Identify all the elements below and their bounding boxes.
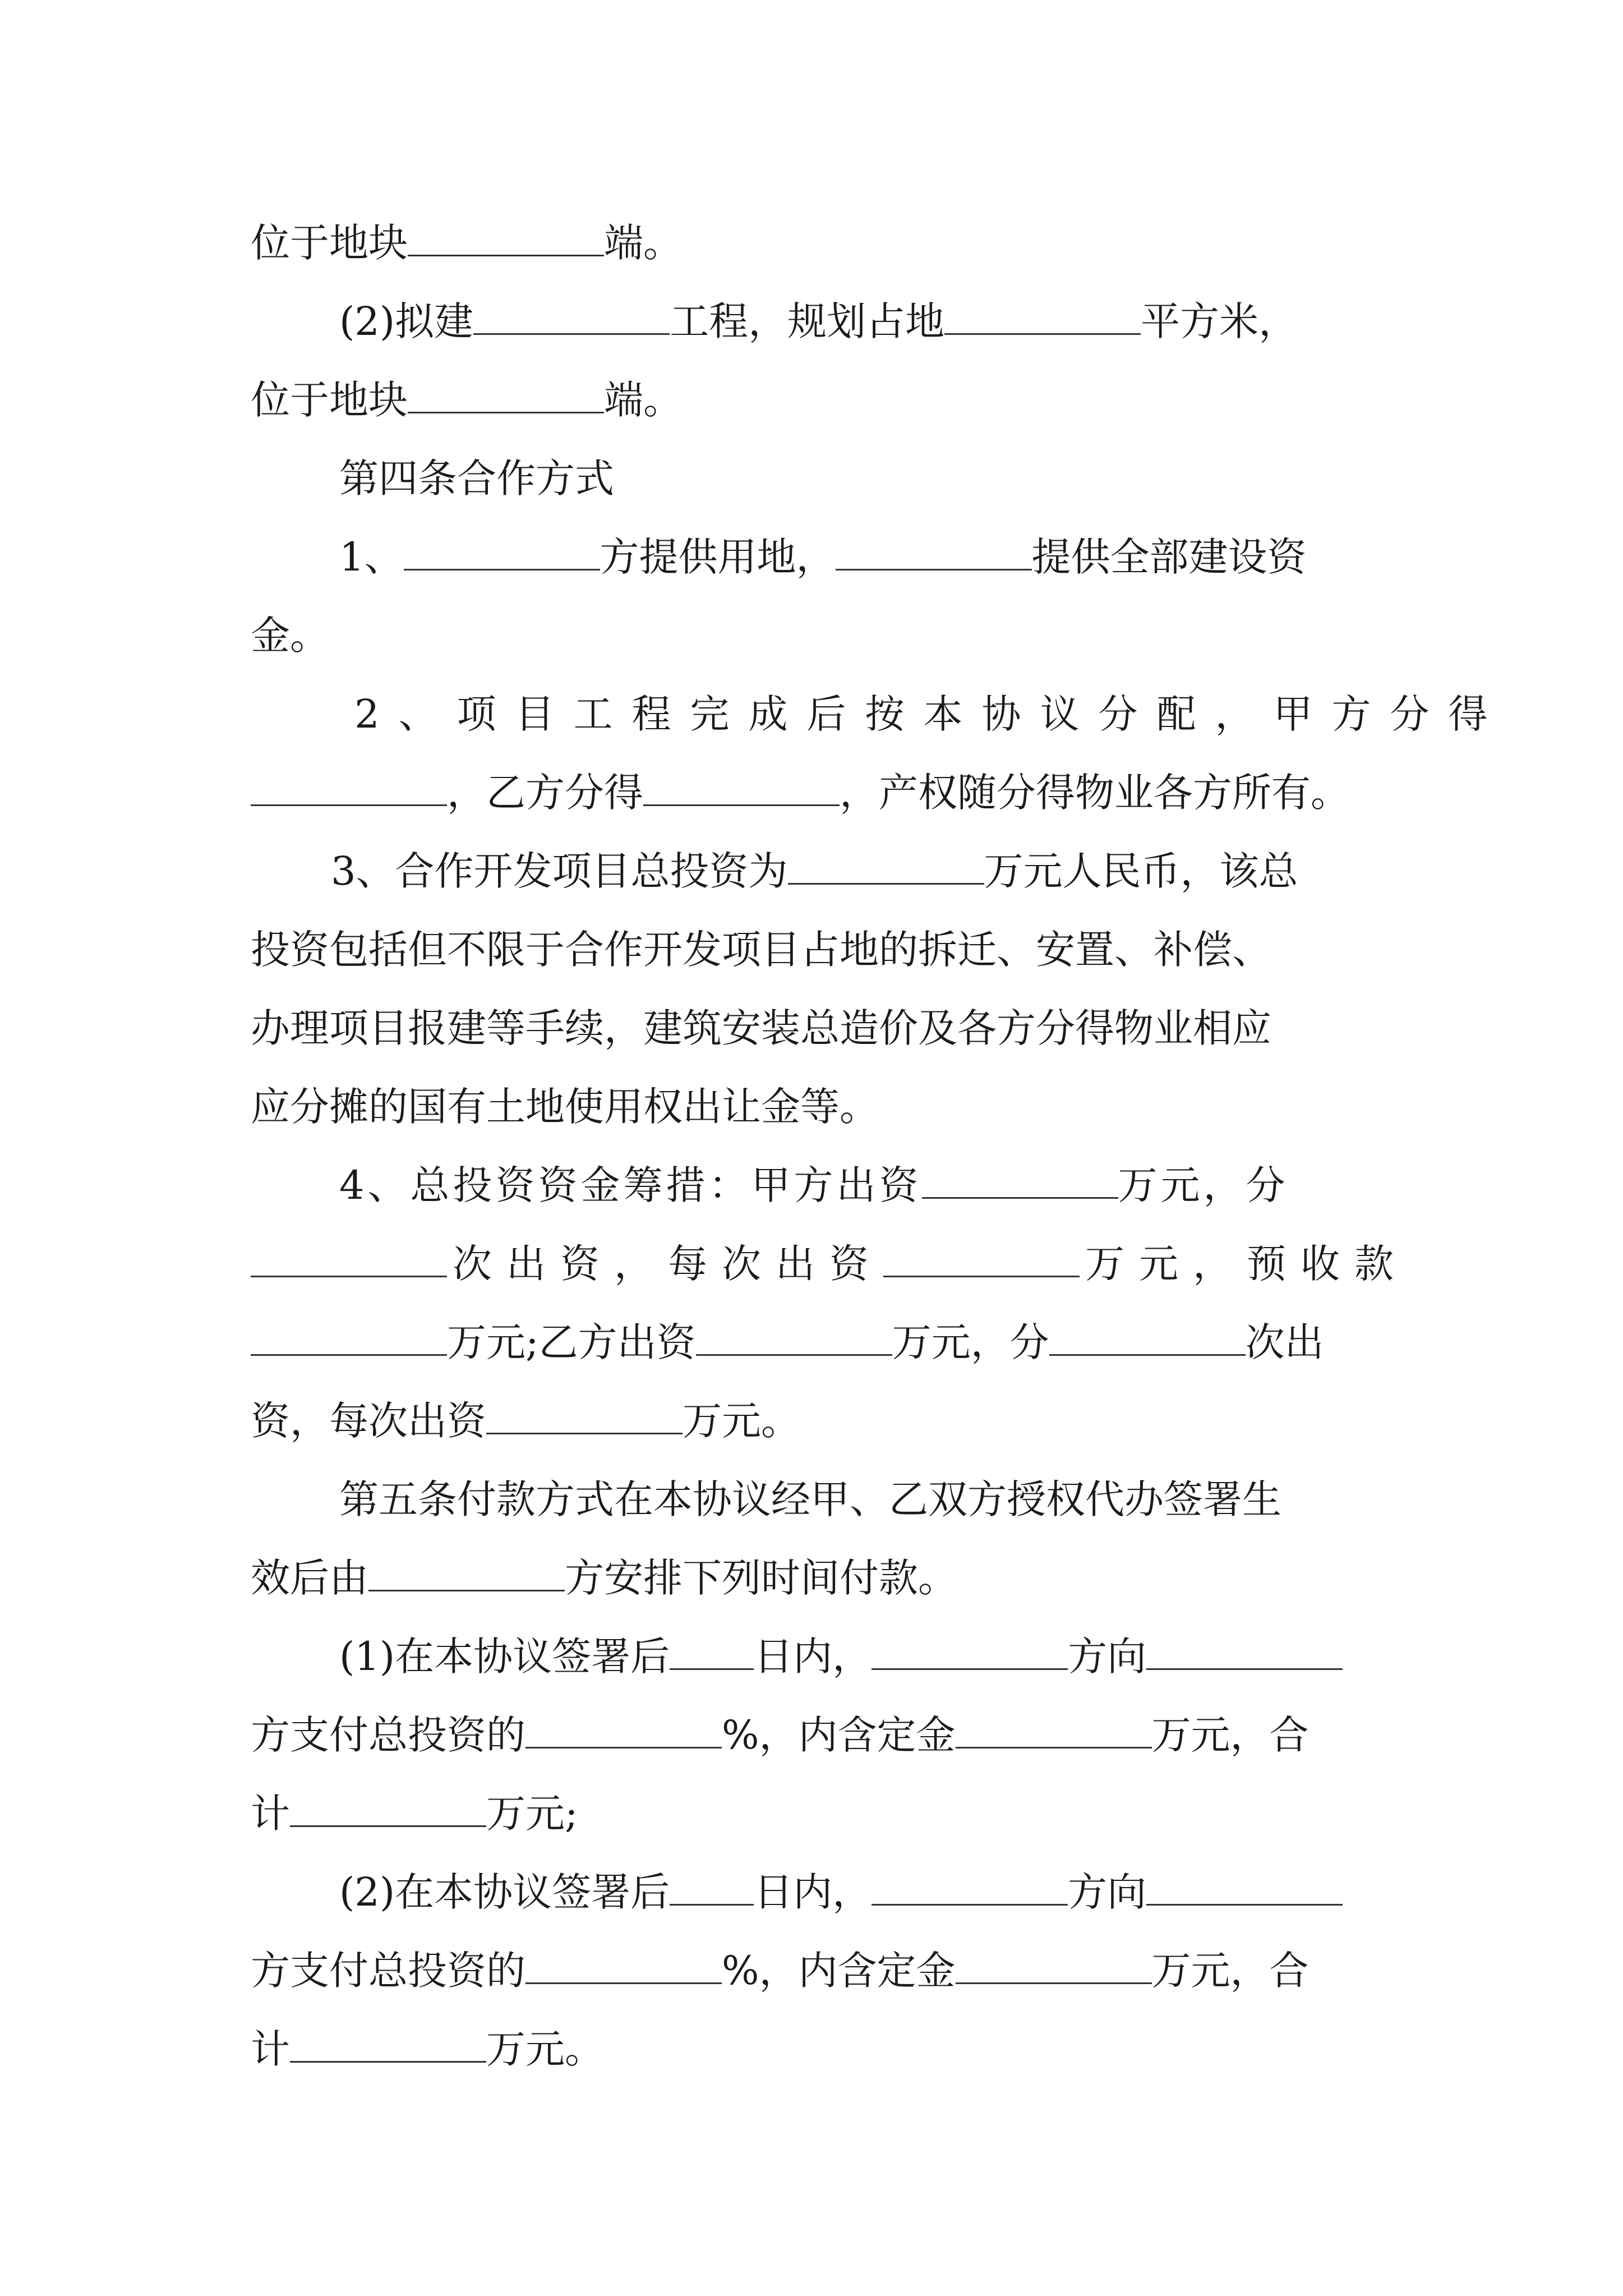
line-text: 万元，分 bbox=[892, 1319, 1049, 1365]
line-text: 次出资，每次出资 bbox=[453, 1241, 883, 1287]
text-line bbox=[0, 1861, 1623, 1923]
line-text: 日内， bbox=[754, 1869, 872, 1915]
line-text: 1、 bbox=[339, 534, 404, 580]
fill-blank bbox=[1146, 1629, 1343, 1670]
line-text: (2)拟建 bbox=[339, 298, 474, 344]
text-line bbox=[0, 1547, 1623, 1609]
fill-blank bbox=[1146, 1865, 1343, 1906]
fill-blank bbox=[872, 1629, 1068, 1670]
fill-blank bbox=[368, 1550, 565, 1591]
line-text: (2)在本协议签署后 bbox=[339, 1869, 670, 1915]
fill-blank bbox=[956, 1943, 1152, 1984]
line-text: 资，每次出资 bbox=[251, 1398, 486, 1444]
line-text: 方向 bbox=[1068, 1634, 1147, 1680]
text-line bbox=[0, 369, 1623, 431]
line-text: 2、项目工程完成后按本协议分配，甲方分得 bbox=[354, 691, 1507, 737]
line-text: 方向 bbox=[1068, 1869, 1147, 1915]
section-heading bbox=[0, 1469, 1623, 1530]
fill-blank bbox=[404, 530, 600, 570]
text-line bbox=[0, 212, 1623, 274]
text-line bbox=[0, 2018, 1623, 2080]
fill-blank bbox=[525, 1943, 722, 1984]
text-line bbox=[0, 1940, 1623, 2001]
text-line bbox=[0, 291, 1623, 352]
line-text: 万元，分 bbox=[1118, 1162, 1289, 1208]
text-line bbox=[0, 526, 1623, 588]
fill-blank bbox=[1049, 1315, 1246, 1356]
fill-blank bbox=[473, 294, 670, 335]
line-text: %，内含定金 bbox=[722, 1948, 956, 1994]
line-text: %，内含定金 bbox=[722, 1712, 956, 1758]
text-line bbox=[0, 1233, 1623, 1295]
line-text: 应分摊的国有土地使用权出让金等。 bbox=[251, 1084, 879, 1130]
line-text: (1)在本协议签署后 bbox=[339, 1634, 670, 1680]
fill-blank bbox=[251, 1236, 447, 1277]
line-text: 次出 bbox=[1245, 1319, 1324, 1365]
line-text: 金。 bbox=[251, 613, 329, 659]
line-text: 投资包括但不限于合作开发项目占地的拆迁、安置、补偿、 bbox=[251, 927, 1271, 973]
text-line bbox=[0, 683, 1623, 745]
fill-blank bbox=[251, 765, 447, 806]
fill-blank bbox=[251, 1315, 447, 1356]
fill-blank bbox=[670, 1629, 754, 1670]
line-text: 3、合作开发项目总投资为 bbox=[331, 848, 788, 894]
text-line bbox=[0, 1312, 1623, 1373]
line-text: ，乙方分得 bbox=[447, 770, 643, 816]
section-heading bbox=[0, 448, 1623, 509]
fill-blank bbox=[788, 844, 984, 885]
fill-blank bbox=[525, 1708, 722, 1749]
line-text: 计 bbox=[251, 2026, 290, 2072]
text-line bbox=[0, 1390, 1623, 1452]
text-line bbox=[0, 605, 1623, 666]
fill-blank bbox=[408, 372, 604, 413]
text-line bbox=[0, 1783, 1623, 1844]
line-text: 方支付总投资的 bbox=[251, 1712, 525, 1758]
line-text: 4、总投资资金筹措：甲方出资 bbox=[339, 1162, 922, 1208]
text-line bbox=[0, 1076, 1623, 1138]
line-text: 办理项目报建等手续，建筑安装总造价及各方分得物业相应 bbox=[251, 1005, 1271, 1051]
text-line bbox=[0, 762, 1623, 823]
line-text: 端。 bbox=[604, 377, 683, 423]
line-text: 方支付总投资的 bbox=[251, 1948, 525, 1994]
text-line bbox=[0, 1154, 1623, 1216]
fill-blank bbox=[670, 1865, 754, 1906]
fill-blank bbox=[922, 1158, 1118, 1199]
line-text: 第五条付款方式在本协议经甲、乙双方授权代办签署生 bbox=[339, 1476, 1281, 1522]
line-text: 位于地块 bbox=[251, 220, 408, 266]
line-text: 万元;乙方出资 bbox=[447, 1319, 696, 1365]
text-line bbox=[0, 840, 1623, 902]
line-text: 位于地块 bbox=[251, 377, 408, 423]
line-text: 工程，规划占地 bbox=[670, 298, 945, 344]
line-text: 万元，合 bbox=[1151, 1712, 1309, 1758]
fill-blank bbox=[408, 215, 604, 256]
fill-blank bbox=[643, 765, 840, 806]
fill-blank bbox=[290, 1786, 486, 1827]
line-text: 提供全部建设资 bbox=[1031, 534, 1307, 580]
fill-blank bbox=[486, 1393, 683, 1434]
fill-blank bbox=[836, 530, 1032, 570]
text-line bbox=[0, 997, 1623, 1059]
line-text: 万元，预收款 bbox=[1085, 1241, 1408, 1287]
fill-blank bbox=[290, 2022, 486, 2063]
line-text: 第四条合作方式 bbox=[339, 455, 614, 501]
line-text: 万元人民币，该总 bbox=[984, 848, 1298, 894]
text-line bbox=[0, 919, 1623, 981]
line-text: 端。 bbox=[604, 220, 683, 266]
fill-blank bbox=[883, 1236, 1080, 1277]
line-text: 万元。 bbox=[683, 1398, 800, 1444]
line-text: 平方米， bbox=[1141, 298, 1298, 344]
line-text: 方安排下列时间付款。 bbox=[565, 1555, 957, 1601]
fill-blank bbox=[956, 1708, 1152, 1749]
text-line bbox=[0, 1626, 1623, 1687]
fill-blank bbox=[944, 294, 1141, 335]
line-text: ，产权随分得物业各方所有。 bbox=[840, 770, 1350, 816]
line-text: 方提供用地， bbox=[600, 534, 836, 580]
line-text: 万元，合 bbox=[1151, 1948, 1309, 1994]
line-text: 计 bbox=[251, 1791, 290, 1837]
line-text: 日内， bbox=[754, 1634, 872, 1680]
text-line bbox=[0, 1704, 1623, 1766]
line-text: 万元。 bbox=[486, 2026, 604, 2072]
fill-blank bbox=[696, 1315, 892, 1356]
line-text: 万元; bbox=[486, 1791, 578, 1837]
fill-blank bbox=[872, 1865, 1068, 1906]
line-text: 效后由 bbox=[251, 1555, 368, 1601]
